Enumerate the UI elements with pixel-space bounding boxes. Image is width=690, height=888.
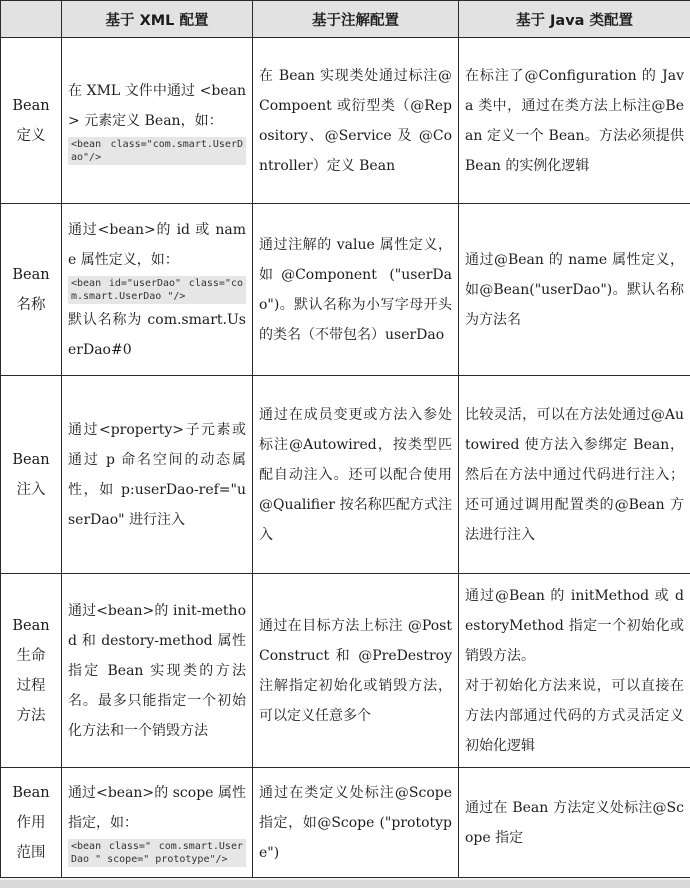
code-snippet: <bean id="userDao" class="com.smart.UserDao "/> xyxy=(68,276,246,304)
header-corner xyxy=(1,1,62,38)
row-bean-injection xyxy=(1,376,690,574)
row-label: Bean 生命 过程 方法 xyxy=(12,617,50,724)
cell-java-injection xyxy=(459,376,690,574)
cell-text: 比较灵活，可以在方法处通过@Autowired 使方法入参绑定 Bean，然后在方法中通过代码进行注入；还可通过调用配置类的@Bean 方法进行注入 xyxy=(465,406,684,543)
cell-text: 通过@Bean 的 name 属性定义，如@Bean("userDao")。默认名称为方法名 xyxy=(465,251,684,328)
cell-text: 通过注解的 value 属性定义，如@Component ("userDao")。默认名称为小写字母开头的类名（不带包名）userDao xyxy=(259,236,452,343)
cell-annotation-name xyxy=(253,204,459,376)
cell-text: 通过在目标方法上标注 @PostConstruct 和 @PreDestroy 注解指定初始化或销毁方法，可以定义任意多个 xyxy=(259,617,452,724)
row-label-definition xyxy=(1,38,62,204)
cell-text: 通过在 Bean 方法定义处标注@Scope 指定 xyxy=(465,799,684,846)
row-label-lifecycle xyxy=(1,574,62,768)
cell-xml-definition xyxy=(62,38,253,204)
cell-text: 在 Bean 实现类处通过标注@Compoent 或衍型类（@Repository、@Service 及 @Controller）定义 Bean xyxy=(259,67,452,174)
row-bean-name xyxy=(1,204,690,376)
cell-text: 通过<property>子元素或通过 p 命名空间的动态属性，如 p:userDao-ref="userDao" 进行注入 xyxy=(68,421,246,528)
header-row xyxy=(1,1,690,38)
cell-annotation-definition xyxy=(253,38,459,204)
row-bean-definition xyxy=(1,38,690,204)
cell-java-scope xyxy=(459,768,690,878)
cell-text: 在 XML 文件中通过 <bean> 元素定义 Bean，如： xyxy=(68,82,246,129)
row-label: Bean 注入 xyxy=(12,451,50,498)
row-label: Bean 定义 xyxy=(12,97,50,144)
row-label-injection xyxy=(1,376,62,574)
cell-text: 通过在类定义处标注@Scope 指定，如@Scope ("prototype") xyxy=(259,784,452,861)
row-label-name xyxy=(1,204,62,376)
cell-text: 通过在成员变更或方法入参处标注@Autowired，按类型匹配自动注入。还可以配合使用@Qualifier 按名称匹配方式注入 xyxy=(259,406,452,543)
code-snippet: <bean class="com.smart.UserDao"/> xyxy=(68,137,246,165)
page-bottom-strip xyxy=(0,880,690,888)
header-xml: 基于 XML 配置 xyxy=(62,1,253,38)
cell-java-definition xyxy=(459,38,690,204)
row-label: Bean 作用 范围 xyxy=(12,784,50,861)
row-bean-scope xyxy=(1,768,690,878)
header-annotation: 基于注解配置 xyxy=(253,1,459,38)
cell-text: 通过<bean>的 id 或 name 属性定义，如： xyxy=(68,221,246,268)
cell-text: 通过@Bean 的 initMethod 或 destoryMethod 指定一个初始化或销毁方法。 对于初始化方法来说，可以直接在方法内部通过代码的方式灵活定义初始化逻辑 xyxy=(465,587,684,754)
cell-xml-name xyxy=(62,204,253,376)
cell-annotation-lifecycle xyxy=(253,574,459,768)
cell-annotation-injection xyxy=(253,376,459,574)
cell-xml-scope xyxy=(62,768,253,878)
cell-text: 默认名称为 com.smart.UserDao#0 xyxy=(68,311,246,358)
cell-text: 在标注了@Configuration 的 Java 类中，通过在类方法上标注@Bean 定义一个 Bean。方法必须提供 Bean 的实例化逻辑 xyxy=(465,67,684,174)
cell-xml-injection xyxy=(62,376,253,574)
cell-annotation-scope xyxy=(253,768,459,878)
code-snippet: <bean class=" com.smart.UserDao " scope=" prototype"/> xyxy=(68,839,246,867)
header-java: 基于 Java 类配置 xyxy=(459,1,690,38)
cell-text: 通过<bean>的 scope 属性指定，如： xyxy=(68,784,246,831)
row-label-scope xyxy=(1,768,62,878)
cell-xml-lifecycle xyxy=(62,574,253,768)
cell-java-name xyxy=(459,204,690,376)
cell-text: 通过<bean>的 init-method 和 destory-method 属性指定 Bean 实现类的方法名。最多只能指定一个初始化方法和一个销毁方法 xyxy=(68,602,246,739)
row-bean-lifecycle xyxy=(1,574,690,768)
row-label: Bean 名称 xyxy=(12,266,50,313)
cell-java-lifecycle xyxy=(459,574,690,768)
